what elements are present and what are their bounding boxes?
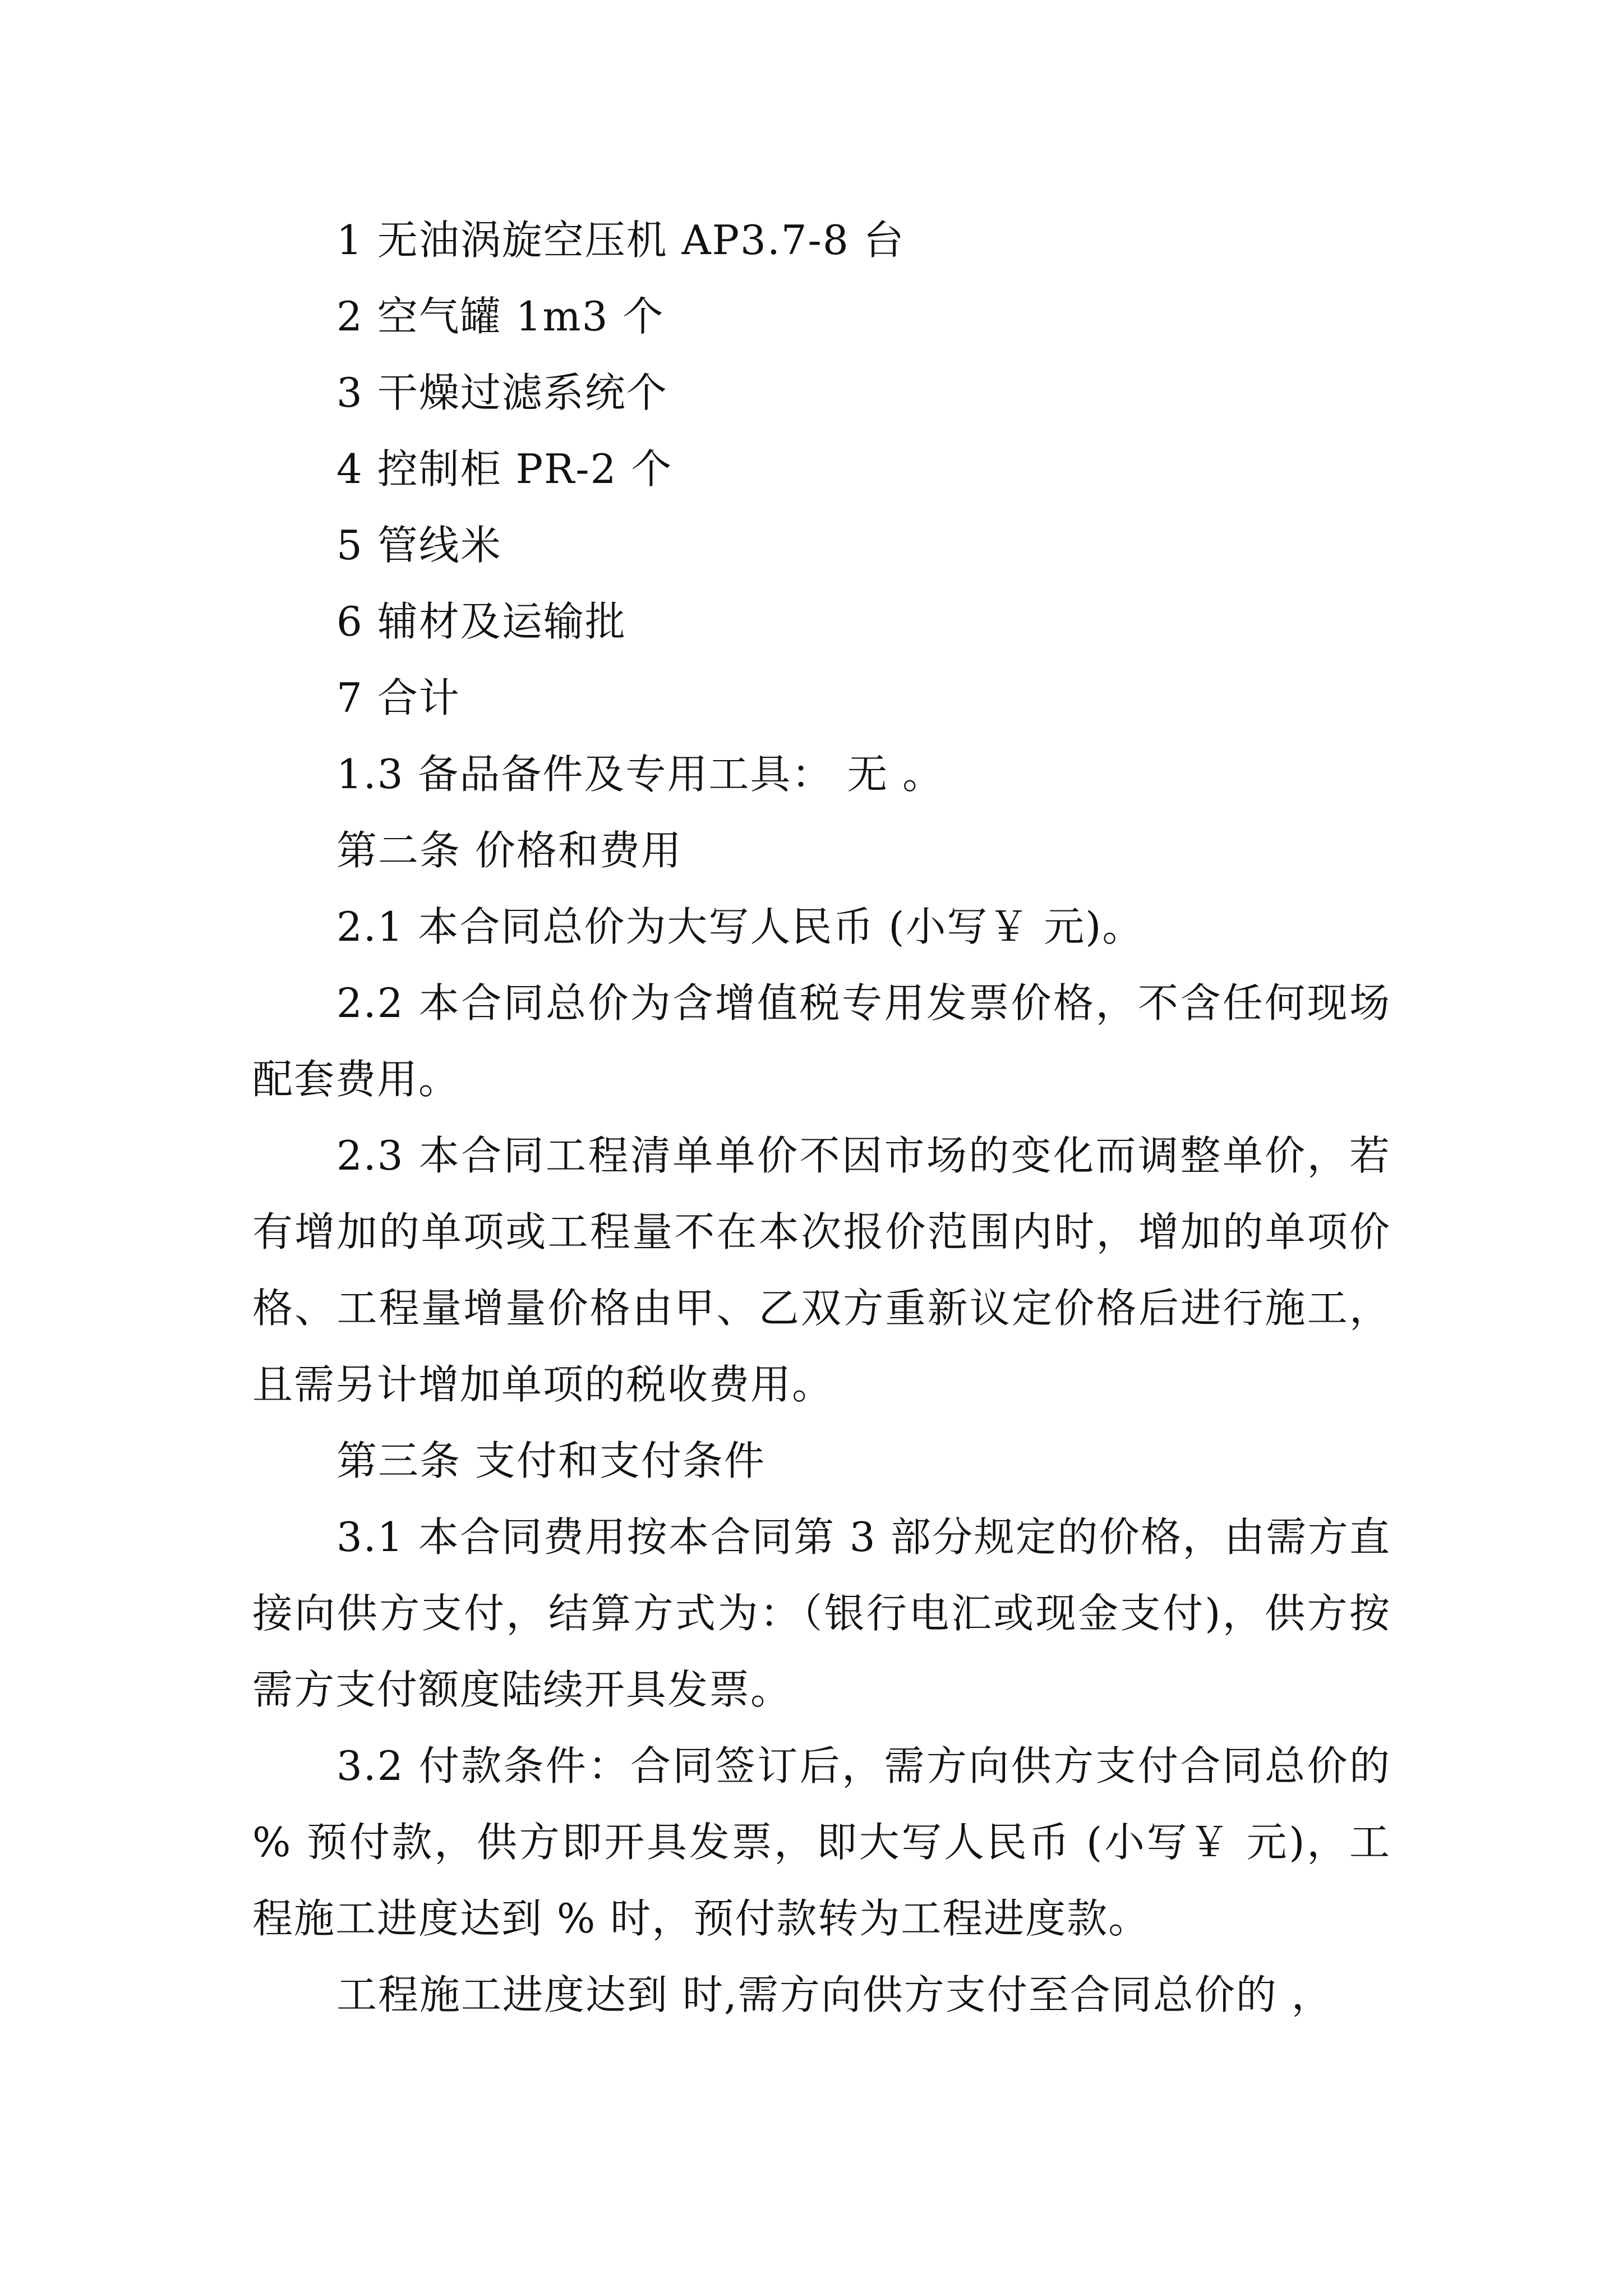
clause-3-1: 3.1 本合同费用按本合同第 3 部分规定的价格，由需方直接向供方支付，结算方式为：（银行电汇或现金支付)，供方按需方支付额度陆续开具发票。 (252, 1513, 1391, 1713)
list-item-3: 3 干燥过滤系统个 (336, 369, 668, 416)
article-2-title: 第二条 价格和费用 (336, 827, 683, 874)
article-3-title: 第三条 支付和支付条件 (336, 1437, 766, 1484)
clause-3-2: 3.2 付款条件：合同签订后，需方向供方支付合同总价的 % 预付款，供方即开具发票，即大写人民币 (小写￥ 元)，工程施工进度达到 % 时，预付款转为工程进度款。 (252, 1742, 1391, 1942)
clause-2-2: 2.2 本合同总价为含增值税专用发票价格，不含任何现场配套费用。 (252, 979, 1391, 1103)
list-item-2: 2 空气罐 1m3 个 (336, 293, 665, 340)
clause-2-3: 2.3 本合同工程清单单价不因市场的变化而调整单价，若有增加的单项或工程量不在本次报价范围内时，增加的单项价格、工程量增量价格由甲、乙双方重新议定价格后进行施工，且需另计增加单项的税收费用。 (252, 1132, 1391, 1408)
list-item-1: 1 无油涡旋空压机 AP3.7-8 台 (336, 217, 905, 264)
list-item-5: 5 管线米 (336, 522, 502, 569)
list-item-7: 7 合计 (336, 674, 460, 721)
clause-1-3: 1.3 备品备件及专用工具： 无 。 (336, 751, 944, 798)
clause-3-2-continuation: 工程施工进度达到 时,需方向供方支付至合同总价的 ， (336, 1971, 1333, 2018)
clause-2-1: 2.1 本合同总价为大写人民币 (小写￥ 元)。 (336, 903, 1144, 950)
list-item-6: 6 辅材及运输批 (336, 598, 626, 645)
list-item-4: 4 控制柜 PR-2 个 (336, 445, 673, 493)
document-body (252, 202, 1391, 2033)
